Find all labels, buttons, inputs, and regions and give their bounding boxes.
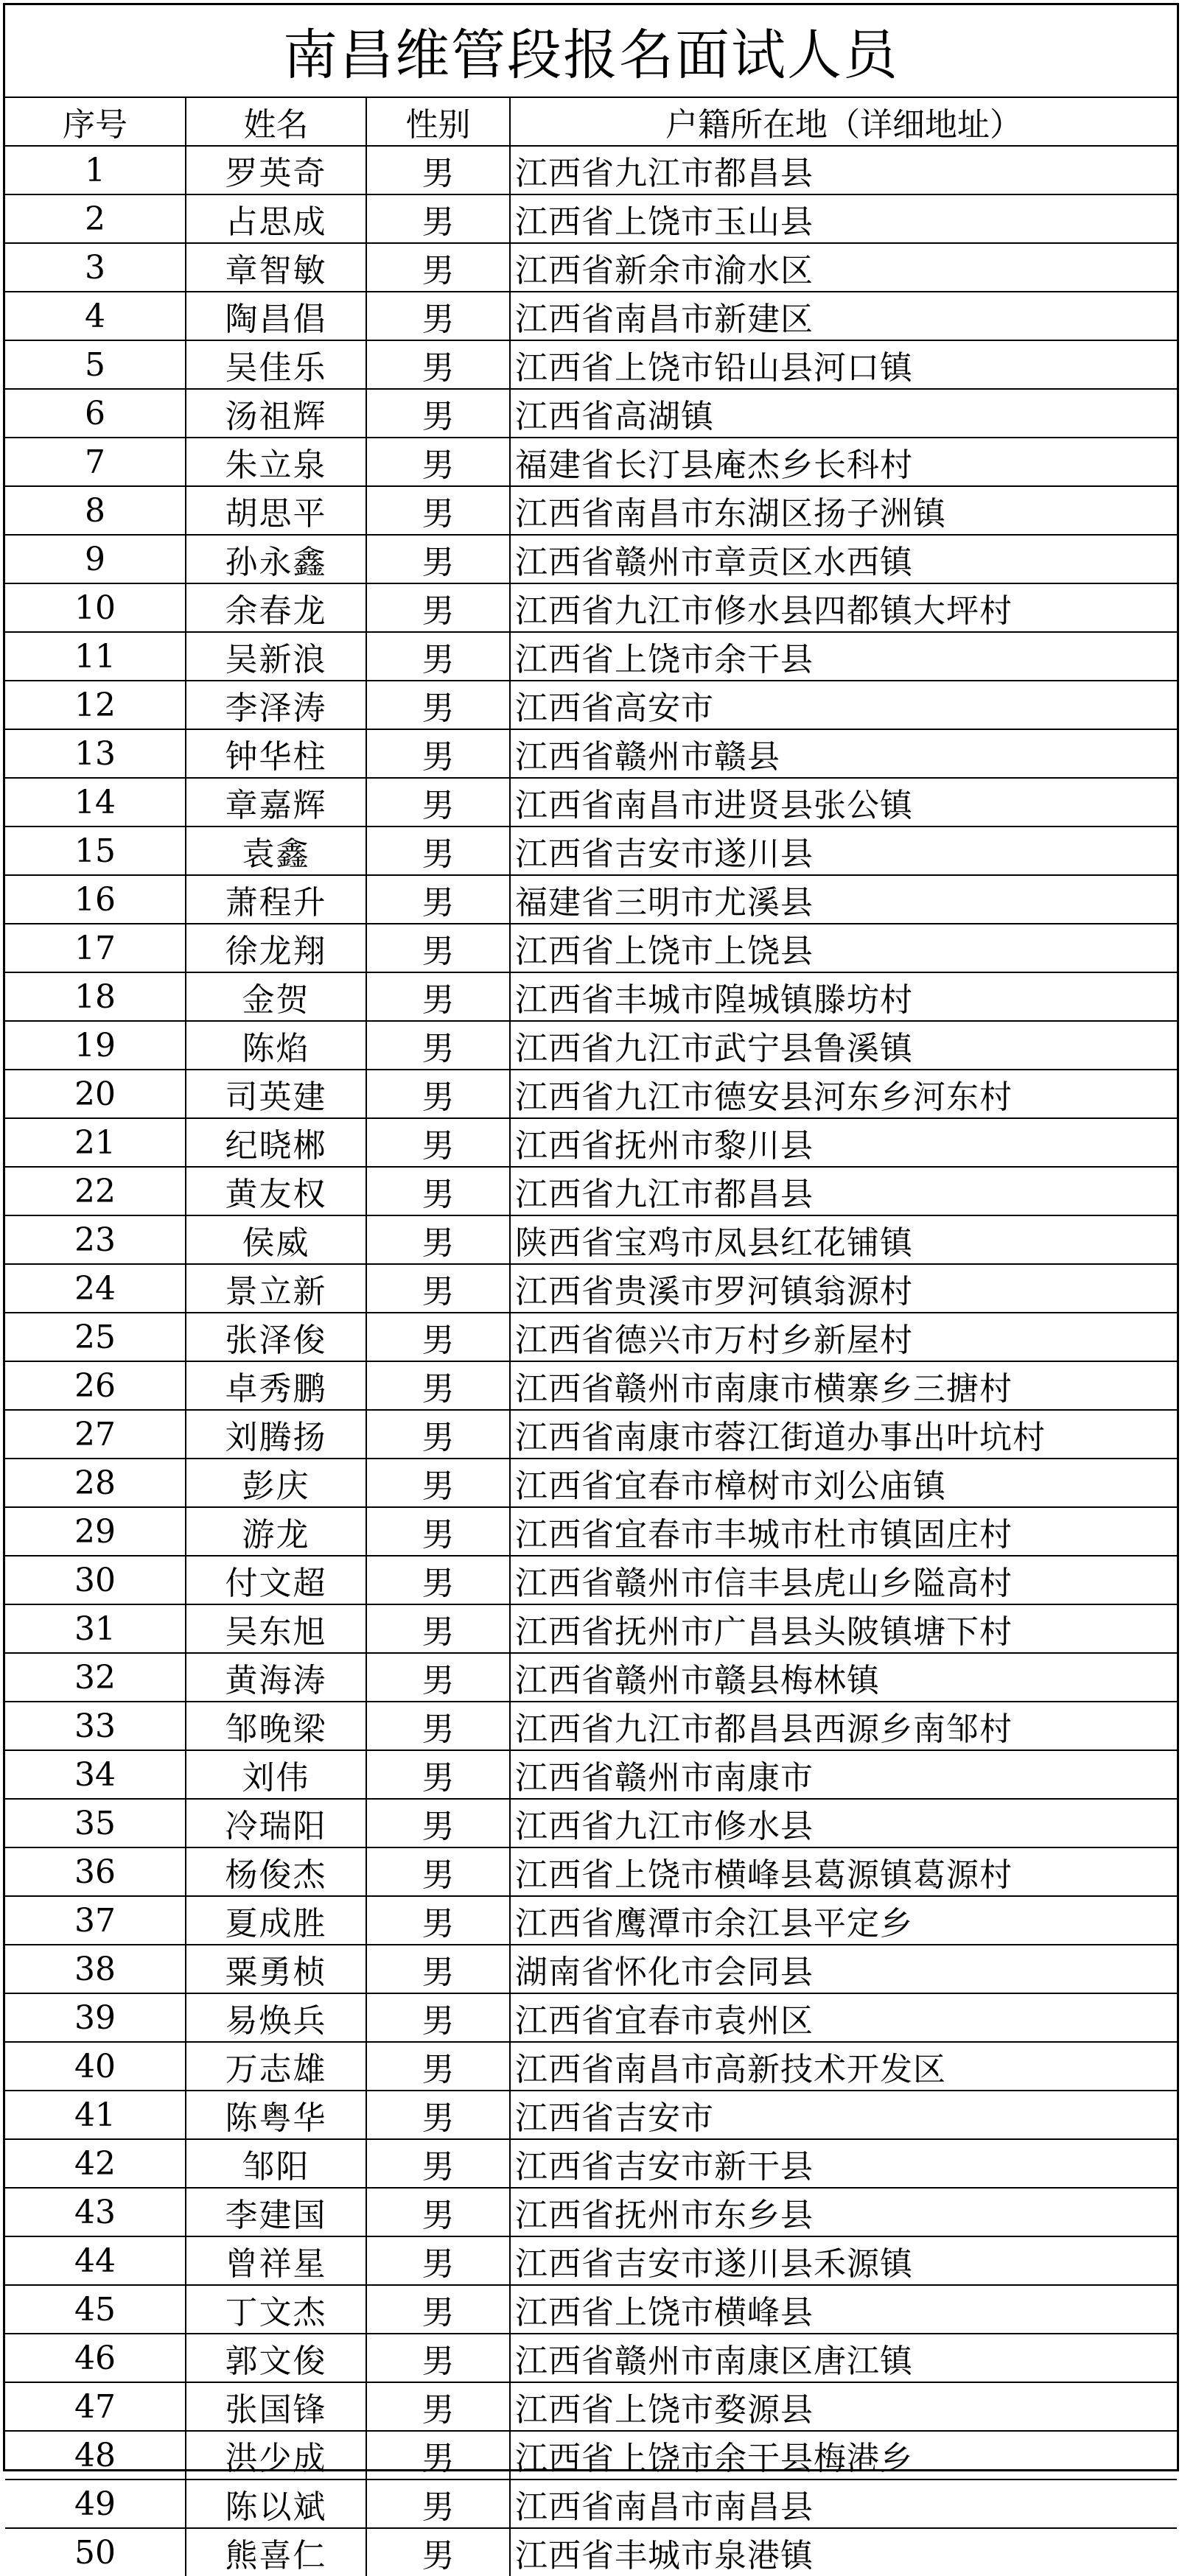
cell-index: 42 — [5, 2139, 186, 2188]
table-row — [5, 972, 1177, 1021]
table-row — [5, 1556, 1177, 1604]
cell-address: 江西省上饶市铅山县河口镇 — [510, 340, 1177, 389]
cell-gender: 男 — [366, 1507, 510, 1556]
cell-gender: 男 — [366, 632, 510, 681]
cell-name: 陈焰 — [186, 1021, 366, 1070]
cell-index: 27 — [5, 1410, 186, 1459]
cell-index: 4 — [5, 292, 186, 340]
cell-gender: 男 — [366, 1604, 510, 1653]
table-row — [5, 1750, 1177, 1799]
cell-name: 熊喜仁 — [186, 2528, 366, 2576]
cell-name: 萧程升 — [186, 875, 366, 924]
cell-gender: 男 — [366, 1167, 510, 1215]
table-row — [5, 1361, 1177, 1410]
cell-gender: 男 — [366, 1410, 510, 1459]
cell-address: 江西省上饶市玉山县 — [510, 194, 1177, 243]
cell-index: 12 — [5, 681, 186, 729]
cell-index: 25 — [5, 1313, 186, 1361]
table-row — [5, 1507, 1177, 1556]
cell-address: 江西省鹰潭市余江县平定乡 — [510, 1896, 1177, 1945]
cell-gender: 男 — [366, 1653, 510, 1702]
cell-address: 江西省上饶市横峰县 — [510, 2285, 1177, 2334]
cell-index: 38 — [5, 1945, 186, 1993]
cell-index: 2 — [5, 194, 186, 243]
table-row — [5, 2139, 1177, 2188]
cell-gender: 男 — [366, 1070, 510, 1118]
cell-gender: 男 — [366, 778, 510, 827]
table-row — [5, 2285, 1177, 2334]
cell-gender: 男 — [366, 2139, 510, 2188]
cell-gender: 男 — [366, 1750, 510, 1799]
table-row — [5, 243, 1177, 292]
cell-gender: 男 — [366, 2188, 510, 2236]
cell-index: 36 — [5, 1847, 186, 1896]
table-row — [5, 2188, 1177, 2236]
cell-name: 张泽俊 — [186, 1313, 366, 1361]
cell-gender: 男 — [366, 875, 510, 924]
cell-index: 3 — [5, 243, 186, 292]
cell-address: 江西省上饶市余干县梅港乡 — [510, 2431, 1177, 2480]
cell-address: 江西省新余市渝水区 — [510, 243, 1177, 292]
table-row — [5, 2431, 1177, 2480]
cell-gender: 男 — [366, 1799, 510, 1847]
table-row — [5, 1459, 1177, 1507]
cell-address: 江西省赣州市章贡区水西镇 — [510, 535, 1177, 583]
header-address: 户籍所在地（详细地址） — [510, 97, 1177, 146]
cell-gender: 男 — [366, 972, 510, 1021]
cell-gender: 男 — [366, 2042, 510, 2091]
cell-name: 吴东旭 — [186, 1604, 366, 1653]
table-row — [5, 1604, 1177, 1653]
table-row — [5, 1021, 1177, 1070]
cell-index: 24 — [5, 1264, 186, 1313]
cell-address: 江西省宜春市樟树市刘公庙镇 — [510, 1459, 1177, 1507]
cell-address: 江西省上饶市横峰县葛源镇葛源村 — [510, 1847, 1177, 1896]
cell-address: 陕西省宝鸡市凤县红花铺镇 — [510, 1215, 1177, 1264]
cell-gender: 男 — [366, 1361, 510, 1410]
cell-name: 景立新 — [186, 1264, 366, 1313]
cell-gender: 男 — [366, 1264, 510, 1313]
cell-address: 江西省九江市武宁县鲁溪镇 — [510, 1021, 1177, 1070]
table-row — [5, 292, 1177, 340]
cell-index: 15 — [5, 827, 186, 875]
cell-name: 黄友权 — [186, 1167, 366, 1215]
cell-address: 江西省抚州市黎川县 — [510, 1118, 1177, 1167]
cell-gender: 男 — [366, 827, 510, 875]
table-row — [5, 2091, 1177, 2139]
cell-name: 彭庆 — [186, 1459, 366, 1507]
cell-address: 江西省吉安市遂川县 — [510, 827, 1177, 875]
cell-gender: 男 — [366, 1313, 510, 1361]
cell-name: 丁文杰 — [186, 2285, 366, 2334]
cell-name: 游龙 — [186, 1507, 366, 1556]
cell-index: 13 — [5, 729, 186, 778]
cell-name: 陈粤华 — [186, 2091, 366, 2139]
cell-index: 11 — [5, 632, 186, 681]
cell-address: 江西省宜春市丰城市杜市镇固庄村 — [510, 1507, 1177, 1556]
cell-index: 6 — [5, 389, 186, 438]
cell-index: 5 — [5, 340, 186, 389]
cell-index: 33 — [5, 1702, 186, 1750]
cell-address: 江西省九江市都昌县 — [510, 146, 1177, 194]
table-row — [5, 827, 1177, 875]
table-row — [5, 632, 1177, 681]
cell-name: 章智敏 — [186, 243, 366, 292]
cell-name: 黄海涛 — [186, 1653, 366, 1702]
cell-index: 45 — [5, 2285, 186, 2334]
cell-gender: 男 — [366, 681, 510, 729]
cell-address: 江西省抚州市东乡县 — [510, 2188, 1177, 2236]
cell-address: 江西省九江市修水县 — [510, 1799, 1177, 1847]
cell-index: 49 — [5, 2480, 186, 2528]
cell-gender: 男 — [366, 1021, 510, 1070]
cell-name: 孙永鑫 — [186, 535, 366, 583]
cell-index: 16 — [5, 875, 186, 924]
table-row — [5, 924, 1177, 972]
cell-address: 江西省赣州市南康区唐江镇 — [510, 2334, 1177, 2382]
cell-address: 江西省南昌市南昌县 — [510, 2480, 1177, 2528]
header-gender: 性别 — [366, 97, 510, 146]
cell-name: 金贺 — [186, 972, 366, 1021]
cell-name: 罗英奇 — [186, 146, 366, 194]
cell-name: 冷瑞阳 — [186, 1799, 366, 1847]
cell-name: 徐龙翔 — [186, 924, 366, 972]
cell-name: 汤祖辉 — [186, 389, 366, 438]
cell-gender: 男 — [366, 1896, 510, 1945]
cell-gender: 男 — [366, 243, 510, 292]
cell-index: 19 — [5, 1021, 186, 1070]
cell-gender: 男 — [366, 438, 510, 486]
cell-address: 江西省吉安市遂川县禾源镇 — [510, 2236, 1177, 2285]
cell-name: 余春龙 — [186, 583, 366, 632]
cell-index: 17 — [5, 924, 186, 972]
cell-address: 江西省南昌市新建区 — [510, 292, 1177, 340]
table-row — [5, 1118, 1177, 1167]
cell-gender: 男 — [366, 1556, 510, 1604]
cell-gender: 男 — [366, 1118, 510, 1167]
cell-address: 江西省赣州市南康市 — [510, 1750, 1177, 1799]
cell-index: 21 — [5, 1118, 186, 1167]
cell-gender: 男 — [366, 1993, 510, 2042]
cell-name: 卓秀鹏 — [186, 1361, 366, 1410]
cell-name: 吴佳乐 — [186, 340, 366, 389]
cell-index: 7 — [5, 438, 186, 486]
cell-address: 江西省九江市都昌县西源乡南邹村 — [510, 1702, 1177, 1750]
cell-address: 江西省南昌市东湖区扬子洲镇 — [510, 486, 1177, 535]
cell-index: 9 — [5, 535, 186, 583]
table-row — [5, 194, 1177, 243]
table-row — [5, 1799, 1177, 1847]
cell-name: 洪少成 — [186, 2431, 366, 2480]
table-row — [5, 2236, 1177, 2285]
table-row — [5, 2334, 1177, 2382]
cell-name: 邹阳 — [186, 2139, 366, 2188]
cell-name: 纪晓郴 — [186, 1118, 366, 1167]
cell-name: 朱立泉 — [186, 438, 366, 486]
table-row — [5, 340, 1177, 389]
cell-name: 刘伟 — [186, 1750, 366, 1799]
cell-index: 10 — [5, 583, 186, 632]
cell-gender: 男 — [366, 1215, 510, 1264]
table-row — [5, 1653, 1177, 1702]
cell-index: 48 — [5, 2431, 186, 2480]
cell-gender: 男 — [366, 2431, 510, 2480]
cell-address: 江西省赣州市信丰县虎山乡隘高村 — [510, 1556, 1177, 1604]
cell-name: 付文超 — [186, 1556, 366, 1604]
cell-index: 43 — [5, 2188, 186, 2236]
cell-index: 23 — [5, 1215, 186, 1264]
cell-gender: 男 — [366, 2480, 510, 2528]
cell-index: 41 — [5, 2091, 186, 2139]
cell-address: 江西省九江市德安县河东乡河东村 — [510, 1070, 1177, 1118]
cell-address: 江西省九江市修水县四都镇大坪村 — [510, 583, 1177, 632]
cell-address: 江西省吉安市 — [510, 2091, 1177, 2139]
cell-gender: 男 — [366, 340, 510, 389]
page-title: 南昌维管段报名面试人员 — [5, 5, 1177, 97]
cell-address: 福建省三明市尤溪县 — [510, 875, 1177, 924]
cell-gender: 男 — [366, 2382, 510, 2431]
cell-index: 47 — [5, 2382, 186, 2431]
table-row — [5, 389, 1177, 438]
cell-address: 江西省九江市都昌县 — [510, 1167, 1177, 1215]
table-row — [5, 1215, 1177, 1264]
cell-name: 曾祥星 — [186, 2236, 366, 2285]
cell-address: 江西省赣州市赣县 — [510, 729, 1177, 778]
cell-gender: 男 — [366, 146, 510, 194]
table-row — [5, 1070, 1177, 1118]
cell-index: 34 — [5, 1750, 186, 1799]
interview-table — [5, 5, 1177, 2576]
cell-index: 28 — [5, 1459, 186, 1507]
cell-name: 陈以斌 — [186, 2480, 366, 2528]
table-row — [5, 1896, 1177, 1945]
cell-address: 江西省丰城市泉港镇 — [510, 2528, 1177, 2576]
cell-index: 40 — [5, 2042, 186, 2091]
cell-gender: 男 — [366, 2091, 510, 2139]
cell-address: 江西省德兴市万村乡新屋村 — [510, 1313, 1177, 1361]
cell-address: 江西省上饶市婺源县 — [510, 2382, 1177, 2431]
interview-list-sheet — [3, 3, 1179, 2575]
table-body — [5, 146, 1177, 2576]
cell-address: 江西省丰城市隍城镇滕坊村 — [510, 972, 1177, 1021]
cell-name: 易焕兵 — [186, 1993, 366, 2042]
table-row — [5, 2382, 1177, 2431]
cell-index: 37 — [5, 1896, 186, 1945]
cell-index: 1 — [5, 146, 186, 194]
cell-gender: 男 — [366, 1459, 510, 1507]
cell-name: 章嘉辉 — [186, 778, 366, 827]
table-row — [5, 2528, 1177, 2576]
cell-name: 夏成胜 — [186, 1896, 366, 1945]
cell-name: 李泽涛 — [186, 681, 366, 729]
cell-gender: 男 — [366, 486, 510, 535]
cell-index: 46 — [5, 2334, 186, 2382]
table-row — [5, 1313, 1177, 1361]
table-row — [5, 583, 1177, 632]
cell-index: 31 — [5, 1604, 186, 1653]
cell-gender: 男 — [366, 2236, 510, 2285]
cell-address: 江西省高安市 — [510, 681, 1177, 729]
table-header-row — [5, 97, 1177, 146]
table-row — [5, 681, 1177, 729]
cell-name: 粟勇桢 — [186, 1945, 366, 1993]
table-row — [5, 778, 1177, 827]
cell-name: 李建国 — [186, 2188, 366, 2236]
table-row — [5, 486, 1177, 535]
cell-address: 江西省南昌市高新技术开发区 — [510, 2042, 1177, 2091]
cell-gender: 男 — [366, 389, 510, 438]
cell-address: 江西省高湖镇 — [510, 389, 1177, 438]
cell-index: 39 — [5, 1993, 186, 2042]
table-row — [5, 1945, 1177, 1993]
cell-name: 侯威 — [186, 1215, 366, 1264]
cell-gender: 男 — [366, 535, 510, 583]
cell-name: 张国锋 — [186, 2382, 366, 2431]
header-index: 序号 — [5, 97, 186, 146]
cell-index: 20 — [5, 1070, 186, 1118]
table-row — [5, 2480, 1177, 2528]
cell-gender: 男 — [366, 2334, 510, 2382]
cell-gender: 男 — [366, 194, 510, 243]
cell-index: 29 — [5, 1507, 186, 1556]
cell-index: 50 — [5, 2528, 186, 2576]
table-row — [5, 535, 1177, 583]
cell-index: 14 — [5, 778, 186, 827]
cell-gender: 男 — [366, 2528, 510, 2576]
cell-index: 32 — [5, 1653, 186, 1702]
cell-name: 钟华柱 — [186, 729, 366, 778]
cell-name: 杨俊杰 — [186, 1847, 366, 1896]
cell-name: 占思成 — [186, 194, 366, 243]
cell-index: 8 — [5, 486, 186, 535]
cell-address: 江西省南昌市进贤县张公镇 — [510, 778, 1177, 827]
cell-name: 吴新浪 — [186, 632, 366, 681]
cell-address: 江西省抚州市广昌县头陂镇塘下村 — [510, 1604, 1177, 1653]
cell-gender: 男 — [366, 583, 510, 632]
cell-gender: 男 — [366, 1702, 510, 1750]
cell-gender: 男 — [366, 924, 510, 972]
table-row — [5, 875, 1177, 924]
header-name: 姓名 — [186, 97, 366, 146]
table-row — [5, 438, 1177, 486]
cell-index: 18 — [5, 972, 186, 1021]
cell-name: 陶昌倡 — [186, 292, 366, 340]
cell-address: 江西省上饶市余干县 — [510, 632, 1177, 681]
table-row — [5, 729, 1177, 778]
table-row — [5, 1702, 1177, 1750]
table-row — [5, 1264, 1177, 1313]
cell-address: 江西省吉安市新干县 — [510, 2139, 1177, 2188]
table-row — [5, 146, 1177, 194]
cell-address: 江西省南康市蓉江街道办事出叶坑村 — [510, 1410, 1177, 1459]
cell-name: 刘腾扬 — [186, 1410, 366, 1459]
cell-index: 35 — [5, 1799, 186, 1847]
cell-name: 司英建 — [186, 1070, 366, 1118]
cell-gender: 男 — [366, 1847, 510, 1896]
table-row — [5, 1993, 1177, 2042]
cell-address: 湖南省怀化市会同县 — [510, 1945, 1177, 1993]
cell-name: 胡思平 — [186, 486, 366, 535]
table-row — [5, 2042, 1177, 2091]
cell-index: 30 — [5, 1556, 186, 1604]
cell-name: 袁鑫 — [186, 827, 366, 875]
table-row — [5, 1167, 1177, 1215]
table-row — [5, 1410, 1177, 1459]
cell-gender: 男 — [366, 2285, 510, 2334]
cell-address: 江西省上饶市上饶县 — [510, 924, 1177, 972]
cell-index: 22 — [5, 1167, 186, 1215]
cell-name: 万志雄 — [186, 2042, 366, 2091]
table-row — [5, 1847, 1177, 1896]
cell-gender: 男 — [366, 729, 510, 778]
cell-gender: 男 — [366, 292, 510, 340]
cell-address: 江西省宜春市袁州区 — [510, 1993, 1177, 2042]
cell-address: 江西省贵溪市罗河镇翁源村 — [510, 1264, 1177, 1313]
cell-index: 44 — [5, 2236, 186, 2285]
cell-address: 江西省赣州市南康市横寨乡三搪村 — [510, 1361, 1177, 1410]
cell-index: 26 — [5, 1361, 186, 1410]
cell-name: 邹晚梁 — [186, 1702, 366, 1750]
cell-address: 福建省长汀县庵杰乡长科村 — [510, 438, 1177, 486]
cell-address: 江西省赣州市赣县梅林镇 — [510, 1653, 1177, 1702]
cell-name: 郭文俊 — [186, 2334, 366, 2382]
cell-gender: 男 — [366, 1945, 510, 1993]
